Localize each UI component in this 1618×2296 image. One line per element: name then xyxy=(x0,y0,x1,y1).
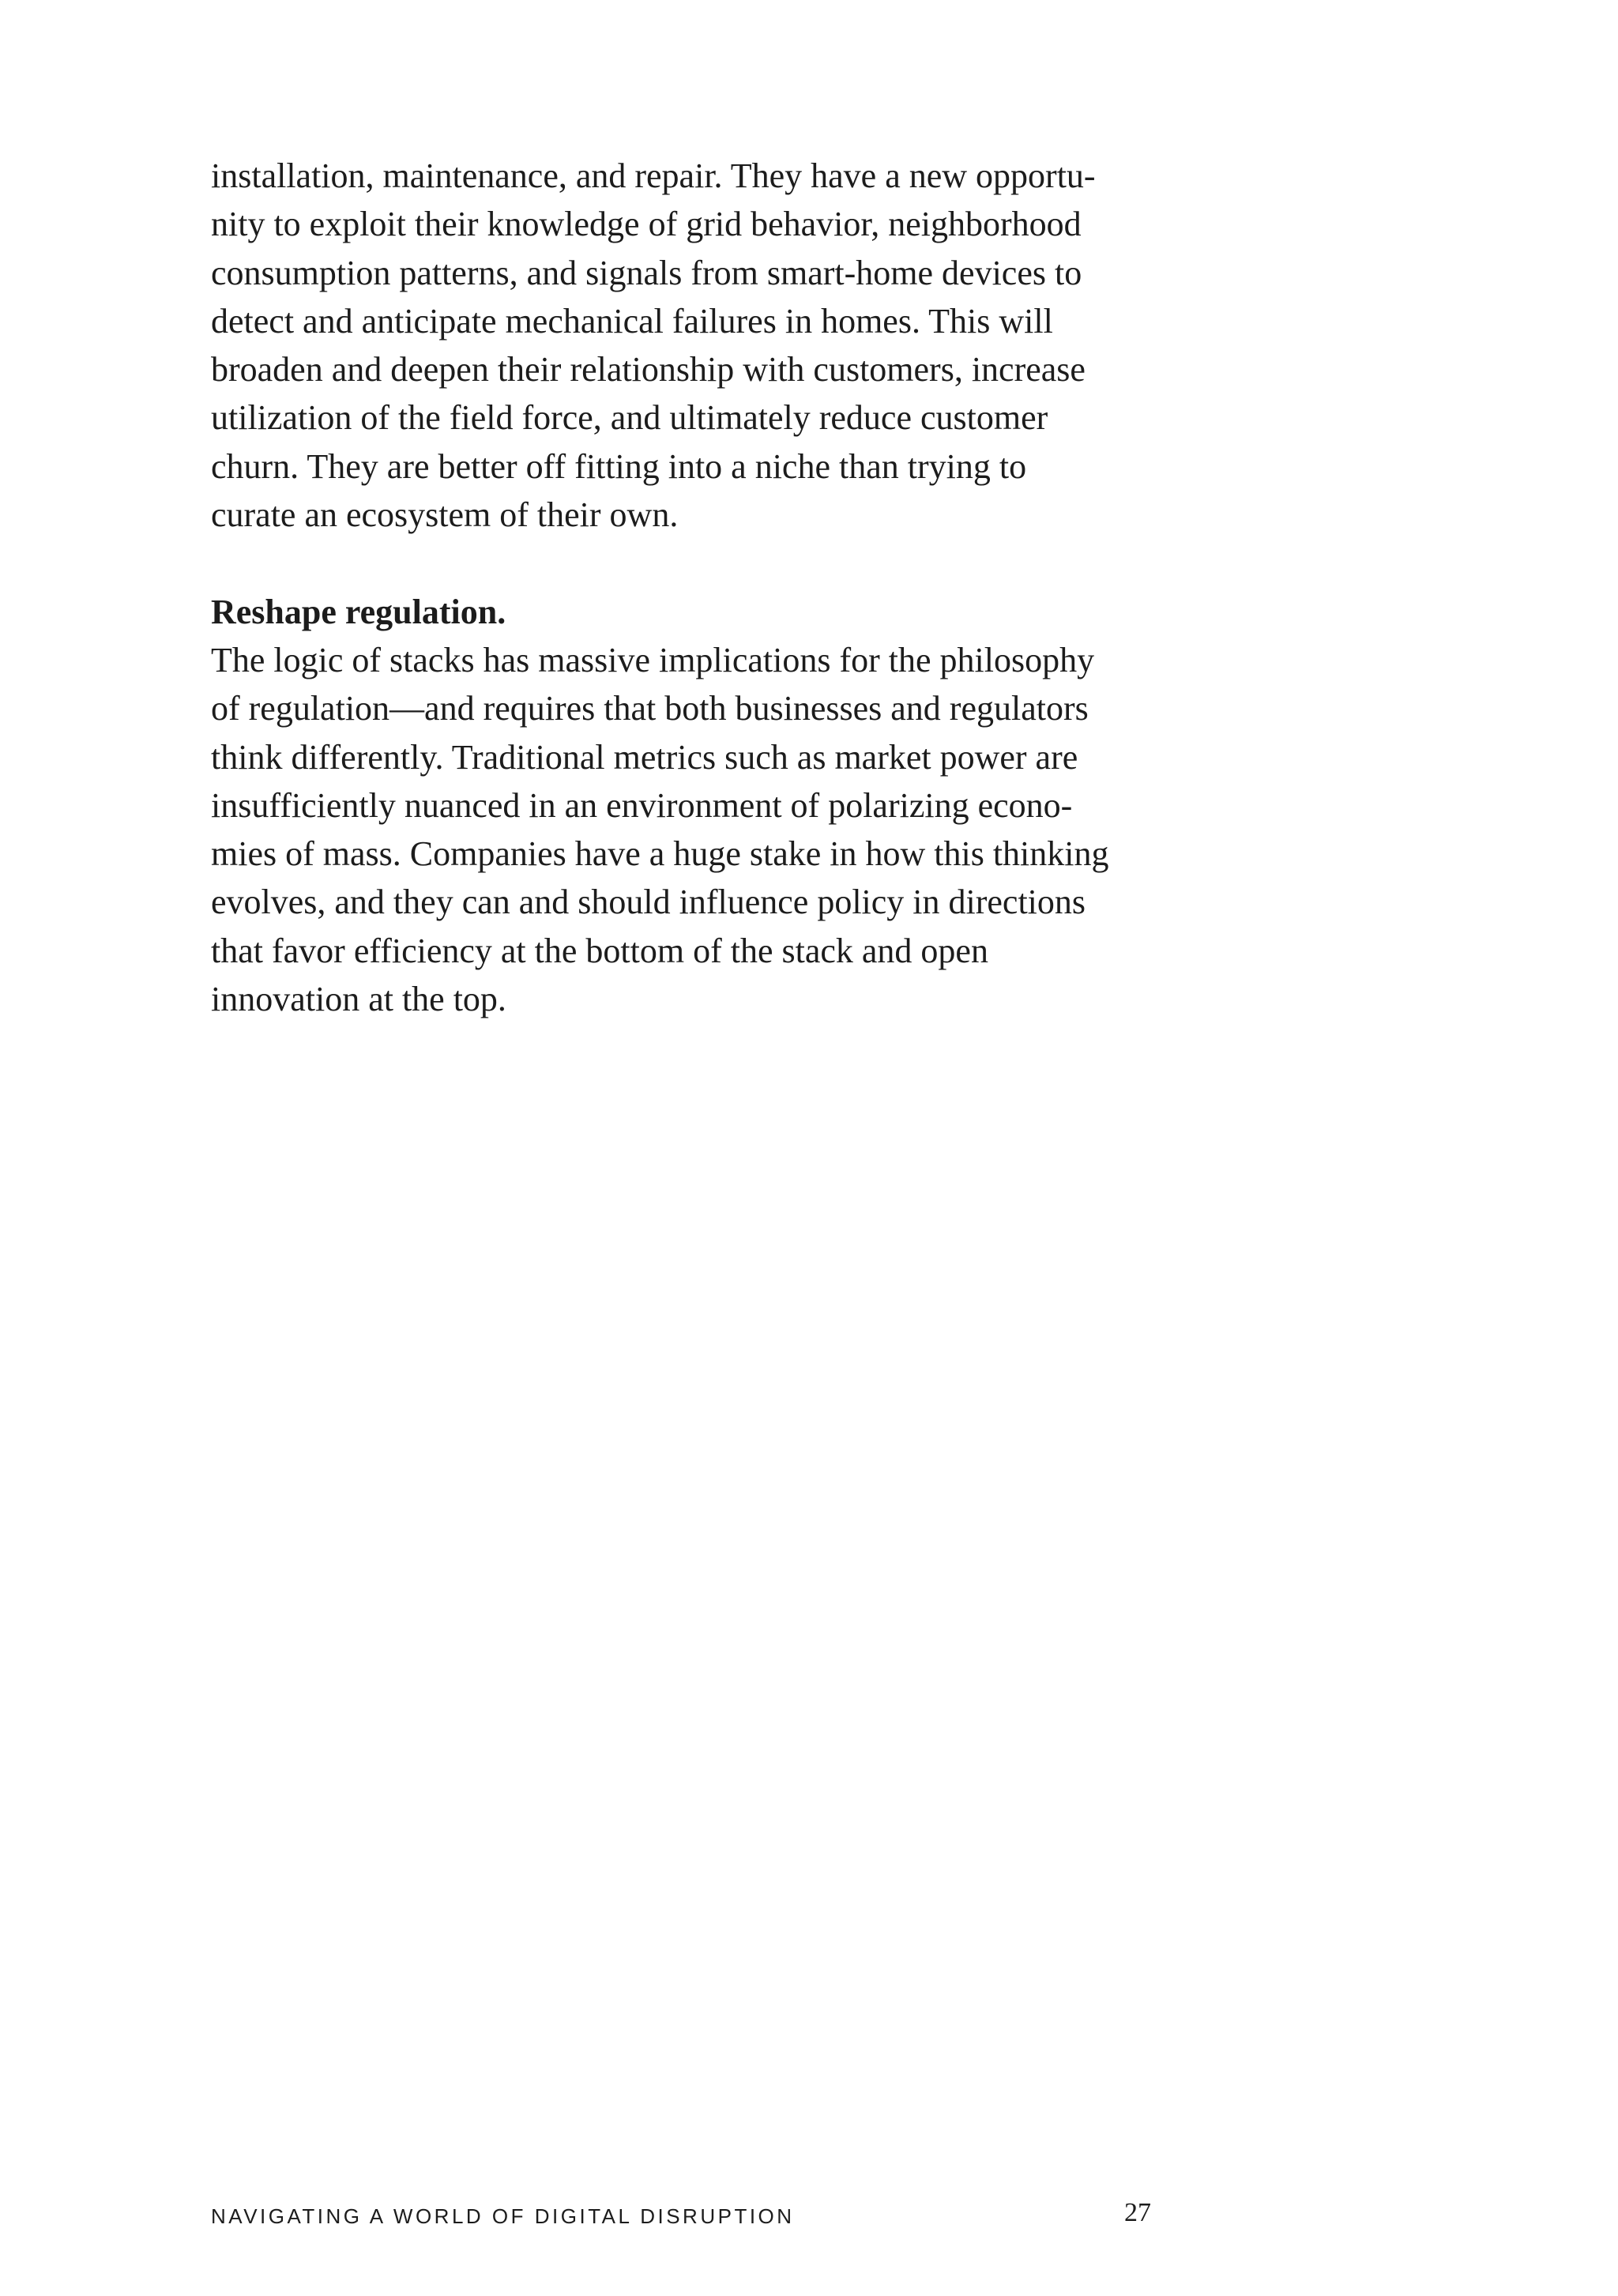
text-line: think differently. Traditional metrics such as market power are xyxy=(211,737,1078,777)
text-line: evolves, and they can and should influence policy in directions xyxy=(211,883,1086,922)
text-line: consumption patterns, and signals from smart-home devices to xyxy=(211,253,1082,292)
text-line: utilization of the field force, and ultimately reduce customer xyxy=(211,398,1048,438)
text-line: mies of mass. Companies have a huge stake in how this thinking xyxy=(211,834,1109,874)
text-line: innovation at the top. xyxy=(211,980,506,1019)
footer-running-title: NAVIGATING A WORLD OF DIGITAL DISRUPTION xyxy=(211,2204,795,2228)
text-line: curate an ecosystem of their own. xyxy=(211,495,679,535)
text-line: nity to exploit their knowledge of grid behavior, neighborhood xyxy=(211,205,1082,244)
paragraph-continued xyxy=(211,152,1183,539)
text-line: that favor efficiency at the bottom of the stack and open xyxy=(211,931,988,970)
text-line: installation, maintenance, and repair. They have a new opportu- xyxy=(211,156,1096,195)
section-reshape-regulation xyxy=(211,588,1183,1024)
text-line: of regulation—and requires that both businesses and regulators xyxy=(211,689,1089,728)
page-number: 27 xyxy=(1124,2198,1151,2227)
body-text xyxy=(211,152,1183,1023)
text-line: broaden and deepen their relationship with customers, increase xyxy=(211,350,1086,390)
text-line: churn. They are better off fitting into a niche than trying to xyxy=(211,446,1027,486)
text-line: The logic of stacks has massive implications for the philosophy xyxy=(211,640,1095,679)
text-line: detect and anticipate mechanical failures in homes. This will xyxy=(211,301,1053,341)
paragraph-spacer xyxy=(211,539,1183,587)
section-heading: Reshape regulation. xyxy=(211,592,506,631)
text-line: insufficiently nuanced in an environment of polarizing econo- xyxy=(211,785,1073,825)
